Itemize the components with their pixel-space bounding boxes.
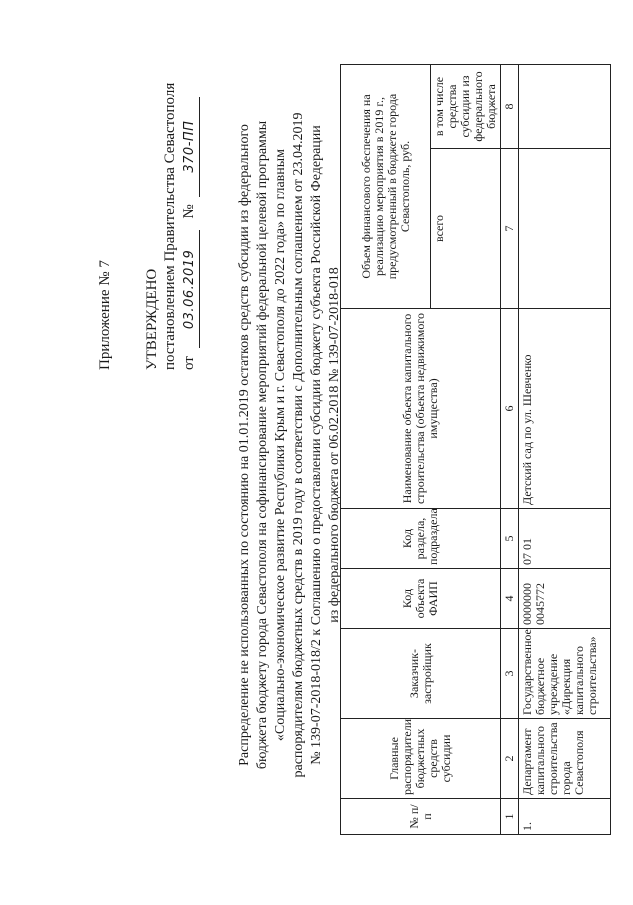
row-faip: 0000000 0045772 (519, 569, 611, 629)
distribution-table (340, 64, 611, 835)
row-customer: Государственное бюджетное учреждение «Дирекция капитального строительства» (519, 629, 611, 719)
title-line: Распределение не использованных по состоянию на 01.01.2019 остатков средств субсидии из федерального (237, 124, 252, 766)
header-financing: Объем финансового обеспечения на реализацию мероприятия в 2019 г., предусмотренный в бюджете города Севастополь, руб. (341, 64, 431, 308)
header-object: Наименование объекта капитального строительства (объекта недвижимого имущества) (341, 309, 501, 509)
header-customer: Заказчик-застройщик (341, 629, 501, 719)
title-line: бюджета бюджету города Севастополя на софинансирование мероприятий федеральной целевой программы (255, 120, 270, 770)
header-federal: в том числе средства субсидии из федерального бюджета (431, 64, 501, 148)
row-total (519, 149, 611, 309)
col-number: 4 (501, 569, 519, 629)
appendix-label: Приложение № 7 (97, 260, 113, 370)
header-section: Код раздела, подраздела (341, 509, 501, 569)
title-line: из федерального бюджета от 06.02.2018 № 139-07-2018-018 (327, 267, 342, 623)
header-total: всего (431, 149, 501, 309)
row-section: 07 01 (519, 509, 611, 569)
header-faip: Код объекта ФАИП (341, 569, 501, 629)
document-title (236, 80, 344, 810)
col-number: 3 (501, 629, 519, 719)
approved-label: УТВЕРЖДЕНО (144, 268, 160, 370)
col-number: 6 (501, 309, 519, 509)
col-number: 5 (501, 509, 519, 569)
from-label: от (181, 356, 197, 370)
col-number: 1 (501, 799, 519, 835)
row-federal (519, 64, 611, 148)
resolution-label: постановлением Правительства Севастополя (162, 82, 178, 370)
row-num: 1. (519, 799, 611, 835)
title-line: «Социально-экономическое развитие Республики Крым и г. Севастополя до 2022 года» по главным (273, 148, 288, 742)
col-number: 2 (501, 719, 519, 799)
number-value: 370-ПП (181, 97, 200, 197)
title-line: распорядителям бюджетных средств в 2019 году в соответствии с Дополнительным соглашением от 23.04.2019 (291, 112, 306, 778)
date-value: 03.06.2019 (181, 230, 200, 348)
table-header-row (341, 64, 431, 834)
row-object: Детский сад по ул. Шевченко (519, 309, 611, 509)
approval-line (180, 97, 200, 370)
row-manager: Департамент капитального строительства города Севастополя (519, 719, 611, 799)
col-number: 7 (501, 149, 519, 309)
header-num: № п/п (341, 799, 501, 835)
title-line: № 139-07-2018-018/2 к Соглашению о предоставлении субсидии бюджету субъекта Российской Федерации (309, 125, 324, 765)
col-number: 8 (501, 64, 519, 148)
number-label: № (181, 204, 197, 219)
table-row (519, 64, 611, 834)
header-managers: Главные распорядители бюджетных средств субсидии (341, 719, 501, 799)
column-number-row (501, 64, 519, 834)
